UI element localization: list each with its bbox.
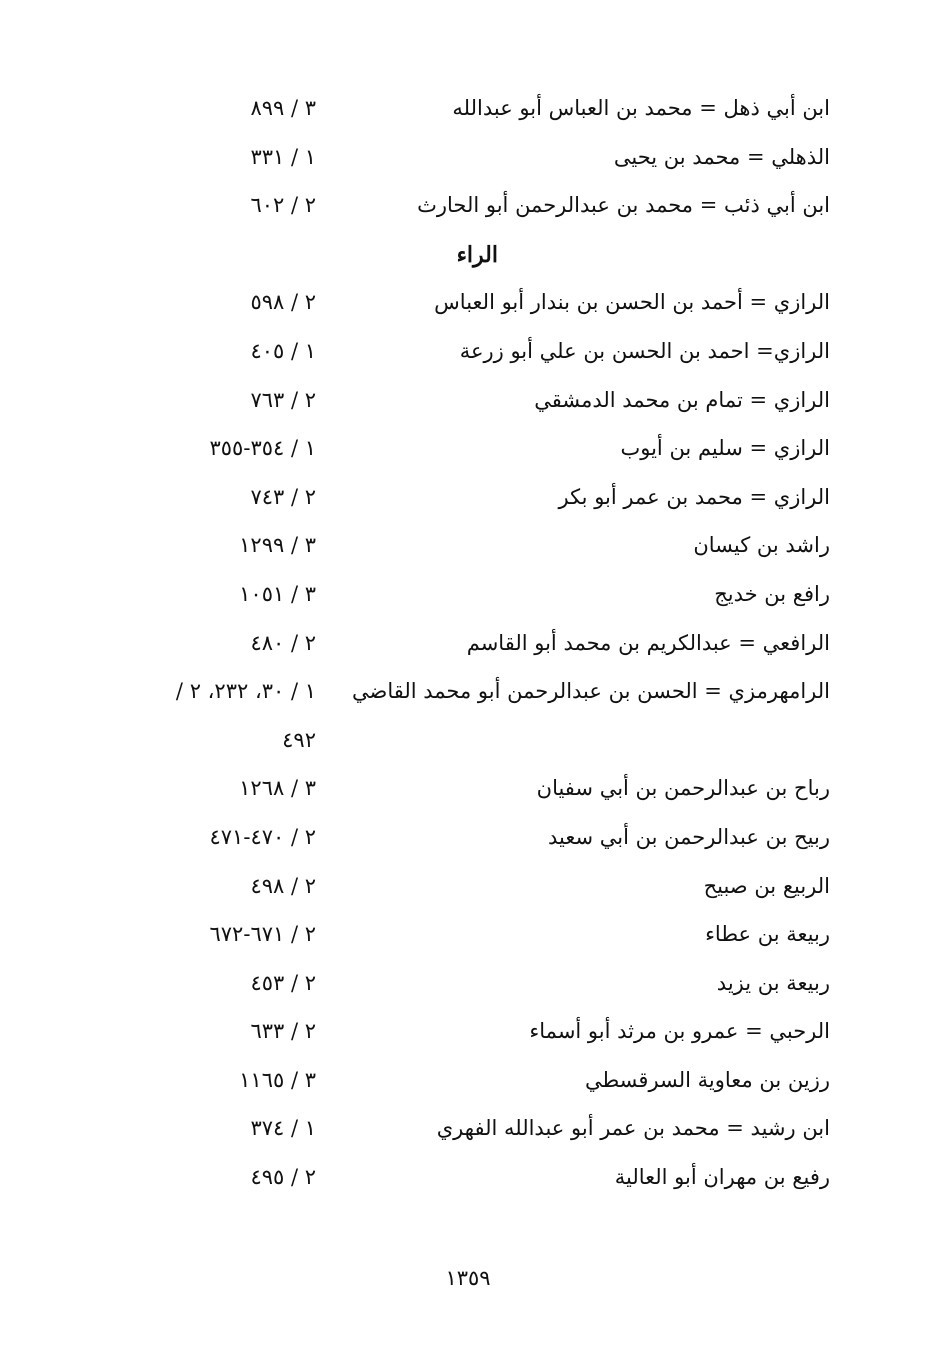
index-entry-continuation xyxy=(0,720,936,769)
entry-name: الرحبي = عمرو بن مرثد أبو أسماء xyxy=(529,1019,830,1044)
entry-name: ربيعة بن يزيد xyxy=(716,970,830,995)
entry-reference: ٣ / ١٢٦٨ xyxy=(239,776,316,801)
entry-reference: ٢ / ٦٠٢ xyxy=(250,193,316,218)
entry-reference: ١ / ٣٧٤ xyxy=(250,1116,316,1141)
entry-reference: ٢ / ٥٩٨ xyxy=(250,290,316,315)
entry-name: ابن أبي ذهل = محمد بن العباس أبو عبدالله xyxy=(452,96,830,120)
entry-name: الرازي = تمام بن محمد الدمشقي xyxy=(534,387,830,412)
index-entry xyxy=(0,623,936,672)
index-entry xyxy=(0,768,936,817)
section-heading-label: الراء xyxy=(456,241,498,268)
entry-name: ابن أبي ذئب = محمد بن عبدالرحمن أبو الحارث xyxy=(417,193,830,218)
index-entry xyxy=(0,137,936,186)
entry-reference-continuation: ٤٩٢ xyxy=(282,727,316,752)
entry-name: الرازي = سليم بن أيوب xyxy=(620,436,830,461)
index-entry xyxy=(0,88,936,137)
entry-name: الرازي = محمد بن عمر أبو بكر xyxy=(558,484,830,509)
entry-name: رزين بن معاوية السرقسطي xyxy=(584,1067,830,1092)
index-entry xyxy=(0,1108,936,1157)
entry-reference: ٣ / ١١٦٥ xyxy=(239,1067,316,1092)
index-entry xyxy=(0,1011,936,1060)
entry-reference: ٢ / ٦٧١-٦٧٢ xyxy=(209,922,316,947)
entry-reference: ٢ / ٧٦٣ xyxy=(250,387,316,412)
entry-name: ربيح بن عبدالرحمن بن أبي سعيد xyxy=(547,824,830,849)
index-entry xyxy=(0,1157,936,1206)
entry-reference: ٢ / ٤٩٥ xyxy=(250,1165,316,1190)
entry-name: ابن رشيد = محمد بن عمر أبو عبدالله الفهري xyxy=(436,1116,830,1141)
entry-name: ربيعة بن عطاء xyxy=(705,922,830,947)
index-entry xyxy=(0,963,936,1012)
entry-reference: ٢ / ٦٣٣ xyxy=(250,1019,316,1044)
entry-name: الرافعي = عبدالكريم بن محمد أبو القاسم xyxy=(466,630,830,655)
index-entries xyxy=(0,88,936,1206)
entry-reference: ٢ / ٤٧٠-٤٧١ xyxy=(209,824,316,849)
index-entry xyxy=(0,671,936,720)
section-heading xyxy=(0,234,936,283)
entry-reference: ٢ / ٤٩٨ xyxy=(250,873,316,898)
entry-reference: ١ / ٣٠، ٢٣٢، ٢ / xyxy=(175,679,316,704)
index-entry xyxy=(0,574,936,623)
entry-reference: ٣ / ١٠٥١ xyxy=(239,581,316,606)
entry-reference: ١ / ٣٣١ xyxy=(250,144,316,169)
entry-name: الرازي= احمد بن الحسن بن علي أبو زرعة xyxy=(459,338,830,363)
entry-name: راشد بن كيسان xyxy=(693,533,830,558)
entry-reference: ٢ / ٤٥٣ xyxy=(250,970,316,995)
entry-reference: ١ / ٣٥٤-٣٥٥ xyxy=(209,436,316,461)
entry-name: رافع بن خديج xyxy=(714,581,830,606)
index-entry xyxy=(0,914,936,963)
index-entry xyxy=(0,866,936,915)
index-entry xyxy=(0,380,936,429)
index-entry xyxy=(0,428,936,477)
entry-name: رفيع بن مهران أبو العالية xyxy=(614,1165,830,1190)
index-entry xyxy=(0,1060,936,1109)
index-entry xyxy=(0,282,936,331)
entry-name: الربيع بن صبيح xyxy=(703,873,830,898)
index-entry xyxy=(0,185,936,234)
entry-reference: ٣ / ١٢٩٩ xyxy=(239,533,316,558)
entry-reference: ٣ / ٨٩٩ xyxy=(250,96,316,120)
entry-name: الرامهرمزي = الحسن بن عبدالرحمن أبو محمد القاضي xyxy=(351,679,830,704)
page-number: ١٣٥٩ xyxy=(445,1266,491,1290)
index-entry xyxy=(0,477,936,526)
entry-name: الرازي = أحمد بن الحسن بن بندار أبو العباس xyxy=(434,290,830,315)
index-entry xyxy=(0,331,936,380)
entry-reference: ٢ / ٤٨٠ xyxy=(250,630,316,655)
index-entry xyxy=(0,525,936,574)
entry-reference: ١ / ٤٠٥ xyxy=(250,338,316,363)
index-entry xyxy=(0,817,936,866)
entry-reference: ٢ / ٧٤٣ xyxy=(250,484,316,509)
entry-name: الذهلي = محمد بن يحيى xyxy=(613,144,830,169)
entry-name: رباح بن عبدالرحمن بن أبي سفيان xyxy=(536,776,830,801)
